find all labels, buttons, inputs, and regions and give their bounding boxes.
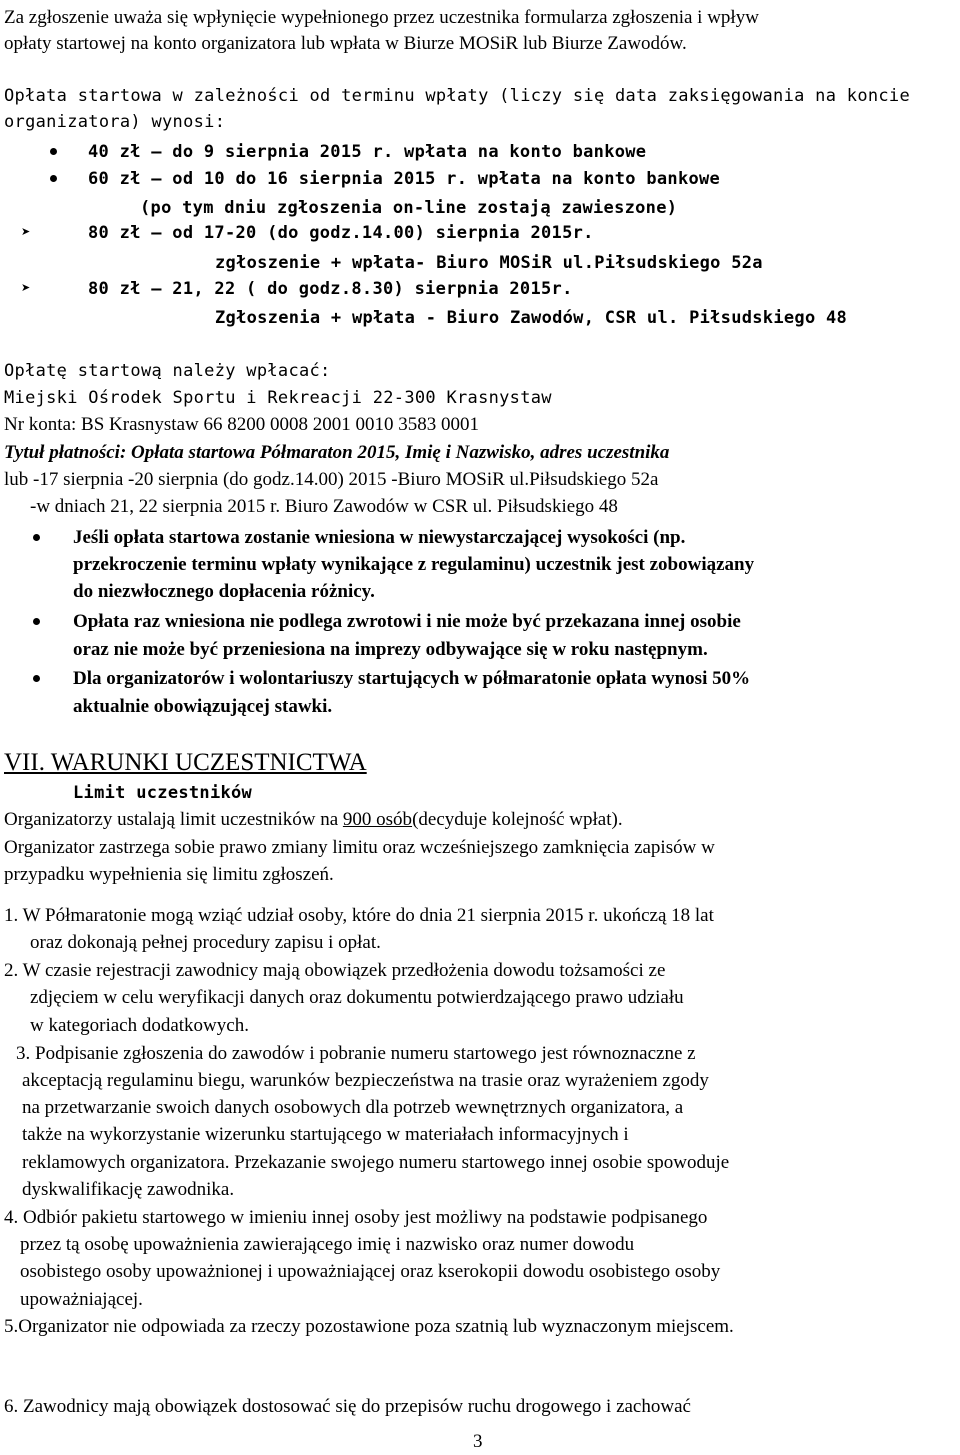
rule-3-line-5: reklamowych organizatora. Przekazanie swojego numeru startowego innej osobie spowoduje	[22, 1152, 730, 1173]
payment-heading: Opłatę startową należy wpłacać:	[4, 361, 331, 381]
fee-item-4-note: Zgłoszenia + wpłata - Biuro Zawodów, CSR ul. Piłsudskiego 48	[215, 308, 848, 328]
rule-3-line-6: dyskwalifikację zawodnika.	[22, 1179, 235, 1200]
payment-alt-1: lub -17 sierpnia -20 sierpnia (do godz.14.00) 2015 -Biuro MOSiR ul.Piłsudskiego 52a	[4, 469, 659, 490]
note-2-line-2: oraz nie może być przeniesiona na imprezy odbywające się w roku następnym.	[73, 639, 708, 660]
rule-1-line-1: 1. W Półmaratonie mogą wziąć udział osoby, które do dnia 21 sierpnia 2015 r. ukończą 18 lat	[4, 905, 714, 926]
limit-line	[4, 807, 623, 833]
arrow-bullet-icon: ➤	[21, 225, 31, 238]
rule-3-line-2: akceptacją regulaminu biegu, warunków bezpieczeństwa na trasie oraz wyrażeniem zgody	[22, 1070, 709, 1091]
fee-item-3-note: zgłoszenie + wpłata- Biuro MOSiR ul.Piłsudskiego 52a	[215, 253, 763, 273]
rule-4-line-1: 4. Odbiór pakietu startowego w imieniu innej osoby jest możliwy na podstawie podpisanego	[4, 1207, 708, 1228]
payment-alt-2: -w dniach 21, 22 sierpnia 2015 r. Biuro Zawodów w CSR ul. Piłsudskiego 48	[30, 496, 618, 517]
section-subtitle: Limit uczestników	[73, 783, 253, 803]
note-1-line-3: do niezwłocznego dopłacenia różnicy.	[73, 581, 375, 602]
note-3-line-1: Dla organizatorów i wolontariuszy startujących w półmaratonie opłata wynosi 50%	[73, 668, 751, 689]
intro-line-2: opłaty startowej na konto organizatora lub wpłata w Biurze MOSiR lub Biurze Zawodów.	[4, 33, 687, 54]
rule-4-line-2: przez tą osobę upoważnienia zawierającego imię i nazwisko oraz numer dowodu	[20, 1234, 635, 1255]
limit-number: 900 osób	[342, 809, 413, 830]
rule-5-line-1: 5.Organizator nie odpowiada za rzeczy pozostawione poza szatnią lub wyznaczonym miejscem.	[4, 1316, 734, 1337]
bullet-icon	[33, 534, 40, 541]
rule-3-line-4: także na wykorzystanie wizerunku startującego w materiałach informacyjnych i	[22, 1124, 629, 1145]
rule-2-line-2: zdjęciem w celu weryfikacji danych oraz dokumentu potwierdzającego prawo udziału	[30, 987, 684, 1008]
rule-1-line-2: oraz dokonają pełnej procedury zapisu i opłat.	[30, 932, 381, 953]
section-title: VII. WARUNKI UCZESTNICTWA	[4, 749, 367, 776]
note-3-line-2: aktualnie obowiązującej stawki.	[73, 696, 333, 717]
rule-4-line-4: upoważniającej.	[20, 1289, 143, 1310]
note-1-line-1: Jeśli opłata startowa zostanie wniesiona w niewystarczającej wysokości (np.	[73, 527, 686, 548]
rule-2-line-3: w kategoriach dodatkowych.	[30, 1015, 249, 1036]
limit-2-line-2: przypadku wypełnienia się limitu zgłoszeń.	[4, 864, 334, 885]
limit-2-line-1: Organizator zastrzega sobie prawo zmiany limitu oraz wcześniejszego zamknięcia zapisów w	[4, 837, 715, 858]
limit-text-post: (decyduje kolejność wpłat).	[412, 809, 623, 830]
note-1-line-2: przekroczenie terminu wpłaty wynikające z regulaminu) uczestnik jest zobowiązany	[73, 554, 755, 575]
rule-4-line-3: osobistego osoby upoważnionej i upoważniającej oraz kserokopii dowodu osobistego osoby	[20, 1261, 721, 1282]
bullet-icon	[50, 175, 57, 182]
fee-item-2: 60 zł – od 10 do 16 sierpnia 2015 r. wpłata na konto bankowe	[88, 169, 721, 189]
fee-heading-line-1: Opłata startowa w zależności od terminu wpłaty (liczy się data zaksięgowania na koncie	[4, 86, 910, 106]
payment-recipient: Miejski Ośrodek Sportu i Rekreacji 22-300 Krasnystaw	[4, 388, 552, 408]
bullet-icon	[50, 148, 57, 155]
fee-item-1: 40 zł – do 9 sierpnia 2015 r. wpłata na konto bankowe	[88, 142, 647, 162]
rule-3-line-3: na przetwarzanie swoich danych osobowych dla potrzeb wewnętrznych organizatora, a	[22, 1097, 684, 1118]
limit-text-pre: Organizatorzy ustalają limit uczestników na	[4, 809, 343, 830]
payment-title: Tytuł płatności: Opłata startowa Półmaraton 2015, Imię i Nazwisko, adres uczestnika	[4, 442, 670, 463]
rule-3-line-1: 3. Podpisanie zgłoszenia do zawodów i pobranie numeru startowego jest równoznaczne z	[16, 1043, 696, 1064]
fee-item-4: 80 zł – 21, 22 ( do godz.8.30) sierpnia 2015r.	[88, 279, 573, 299]
fee-item-2-note: (po tym dniu zgłoszenia on-line zostają zawieszone)	[140, 198, 678, 218]
intro-line-1: Za zgłoszenie uważa się wpłynięcie wypełnionego przez uczestnika formularza zgłoszenia i wpływ	[4, 7, 759, 28]
fee-item-3: 80 zł – od 17-20 (do godz.14.00) sierpnia 2015r.	[88, 223, 594, 243]
rule-2-line-1: 2. W czasie rejestracji zawodnicy mają obowiązek przedłożenia dowodu tożsamości ze	[4, 960, 666, 981]
payment-account: Nr konta: BS Krasnystaw 66 8200 0008 2001 0010 3583 0001	[4, 414, 479, 435]
note-2-line-1: Opłata raz wniesiona nie podlega zwrotowi i nie może być przekazana innej osobie	[73, 611, 741, 632]
fee-heading-line-2: organizatora) wynosi:	[4, 112, 226, 132]
bullet-icon	[33, 675, 40, 682]
arrow-bullet-icon: ➤	[21, 281, 31, 294]
bullet-icon	[33, 618, 40, 625]
page-number: 3	[473, 1431, 483, 1452]
rule-6-line-1: 6. Zawodnicy mają obowiązek dostosować się do przepisów ruchu drogowego i zachować	[4, 1396, 691, 1417]
